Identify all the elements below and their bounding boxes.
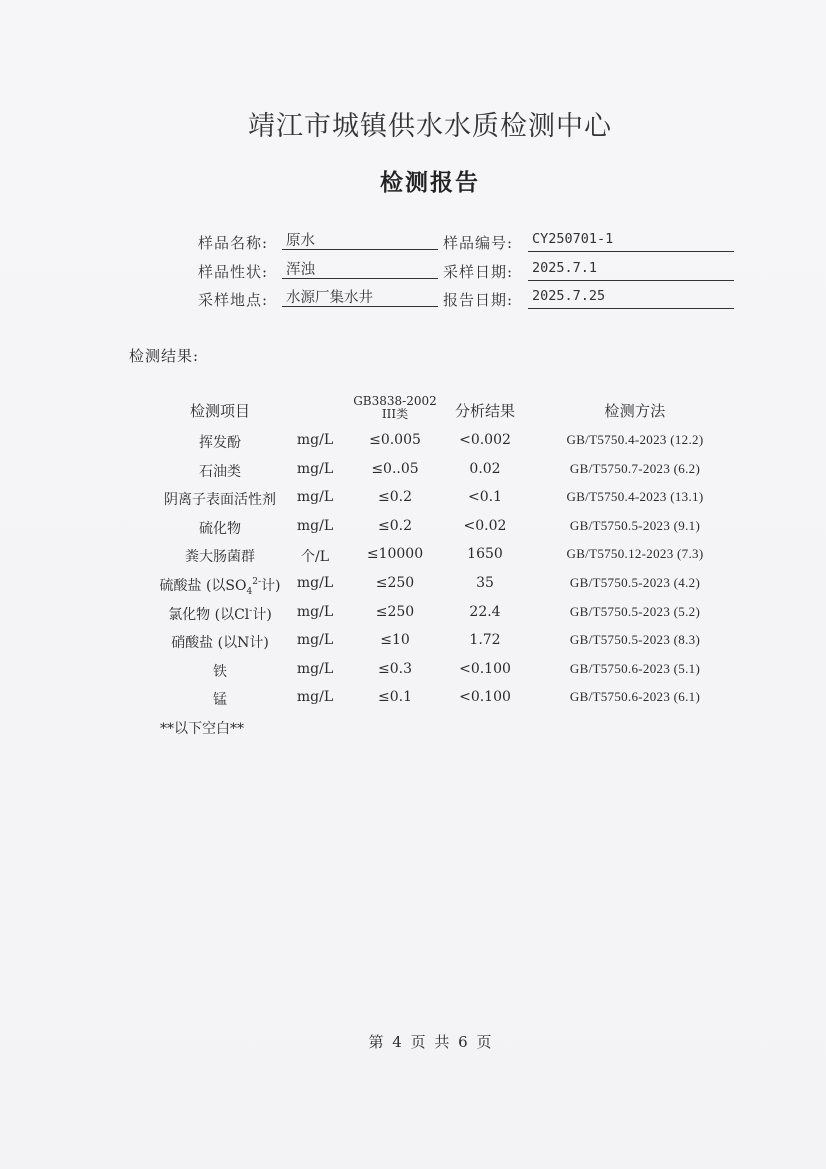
report-title: 检测报告 bbox=[380, 169, 480, 196]
column-header-result: 分析结果 bbox=[454, 402, 515, 420]
item-text: 铁 bbox=[213, 663, 227, 680]
row-standard-limit: ≤0.3 bbox=[378, 660, 412, 677]
row-unit: mg/L bbox=[296, 432, 334, 448]
column-header-item: 检测项目 bbox=[189, 402, 250, 420]
item-text: 挥发酚 bbox=[199, 435, 241, 451]
sample-code-value: CY250701-1 bbox=[528, 231, 734, 252]
row-unit: mg/L bbox=[296, 660, 334, 677]
sampling-location-value: 水源厂集水井 bbox=[282, 286, 438, 307]
sample-state-value: 浑浊 bbox=[282, 258, 438, 279]
sample-state-label: 样品性状: bbox=[198, 263, 269, 281]
item-superscript: - bbox=[249, 605, 253, 616]
row-result: 22.4 bbox=[469, 603, 501, 620]
row-method: GB/T5750.5-2023 (5.2) bbox=[569, 603, 701, 619]
blank-below-note: **以下空白** bbox=[160, 721, 244, 737]
item-text: 阴离子表面活性剂 bbox=[164, 492, 276, 509]
row-standard-limit: ≤250 bbox=[375, 575, 415, 591]
column-header-standard bbox=[345, 395, 445, 421]
sample-code-label: 样品编号: bbox=[443, 234, 514, 252]
column-header-method: 检测方法 bbox=[604, 402, 666, 420]
item-text: 锰 bbox=[213, 692, 227, 709]
row-unit: mg/L bbox=[296, 575, 334, 591]
row-result: <0.02 bbox=[463, 517, 507, 534]
row-standard-limit: ≤0.1 bbox=[378, 689, 412, 706]
row-standard-limit: ≤10 bbox=[380, 632, 410, 649]
item-superscript: 2- bbox=[252, 577, 262, 587]
row-result: <0.100 bbox=[459, 660, 511, 677]
row-method: GB/T5750.5-2023 (8.3) bbox=[569, 632, 701, 648]
row-method: GB/T5750.7-2023 (6.2) bbox=[569, 460, 701, 476]
item-text: 氯化物 (以Cl bbox=[168, 606, 250, 623]
item-subscript: 4 bbox=[246, 586, 253, 597]
item-text: 硫酸盐 (以SO bbox=[159, 578, 247, 594]
row-standard-limit: ≤0.005 bbox=[369, 432, 421, 448]
item-text: 粪大肠菌群 bbox=[185, 549, 255, 566]
standard-header-line1: GB3838-2002 bbox=[353, 394, 437, 408]
row-method: GB/T5750.6-2023 (5.1) bbox=[569, 660, 701, 676]
report-date-value: 2025.7.25 bbox=[528, 288, 734, 309]
sample-name-label: 样品名称: bbox=[198, 234, 269, 252]
row-standard-limit: ≤0.2 bbox=[378, 489, 412, 506]
row-method: GB/T5750.4-2023 (13.1) bbox=[566, 489, 704, 505]
row-result: <0.100 bbox=[459, 689, 511, 706]
row-method: GB/T5750.5-2023 (9.1) bbox=[569, 517, 701, 533]
sampling-date-label: 采样日期: bbox=[443, 263, 514, 281]
row-result: 0.02 bbox=[469, 460, 501, 477]
row-unit: 个/L bbox=[300, 549, 329, 566]
row-result: <0.002 bbox=[459, 432, 511, 448]
row-method: GB/T5750.6-2023 (6.1) bbox=[569, 689, 701, 705]
row-result: 1.72 bbox=[469, 632, 501, 649]
row-method: GB/T5750.4-2023 (12.2) bbox=[566, 432, 704, 447]
report-date-label: 报告日期: bbox=[443, 291, 514, 309]
row-standard-limit: ≤0.2 bbox=[378, 517, 412, 534]
row-standard-limit: ≤10000 bbox=[366, 546, 424, 563]
sampling-location-label: 采样地点: bbox=[198, 291, 269, 309]
sample-name-value: 原水 bbox=[282, 229, 438, 250]
row-standard-limit: ≤250 bbox=[375, 603, 415, 620]
item-text: 硫化物 bbox=[199, 520, 241, 537]
row-result: 35 bbox=[476, 575, 494, 591]
item-text: 硝酸盐 (以N计) bbox=[171, 635, 269, 652]
row-unit: mg/L bbox=[296, 460, 334, 477]
standard-header-line2: III类 bbox=[381, 407, 409, 421]
organization-name: 靖江市城镇供水水质检测中心 bbox=[248, 111, 612, 142]
row-result: <0.1 bbox=[468, 489, 502, 506]
item-text: 石油类 bbox=[199, 463, 241, 480]
results-section-label: 检测结果: bbox=[129, 347, 200, 365]
item-tail-text: 计) bbox=[252, 606, 272, 623]
page-number-footer: 第 4 页 共 6 页 bbox=[368, 1033, 492, 1051]
row-unit: mg/L bbox=[296, 517, 334, 534]
row-unit: mg/L bbox=[296, 489, 334, 506]
row-method: GB/T5750.5-2023 (4.2) bbox=[569, 575, 701, 590]
row-unit: mg/L bbox=[296, 689, 334, 706]
row-standard-limit: ≤0..05 bbox=[371, 460, 419, 477]
row-result: 1650 bbox=[467, 546, 503, 563]
row-unit: mg/L bbox=[296, 632, 334, 649]
sampling-date-value: 2025.7.1 bbox=[528, 260, 734, 281]
row-unit: mg/L bbox=[296, 603, 334, 620]
item-tail-text: 计) bbox=[261, 578, 281, 594]
row-method: GB/T5750.12-2023 (7.3) bbox=[566, 546, 704, 562]
